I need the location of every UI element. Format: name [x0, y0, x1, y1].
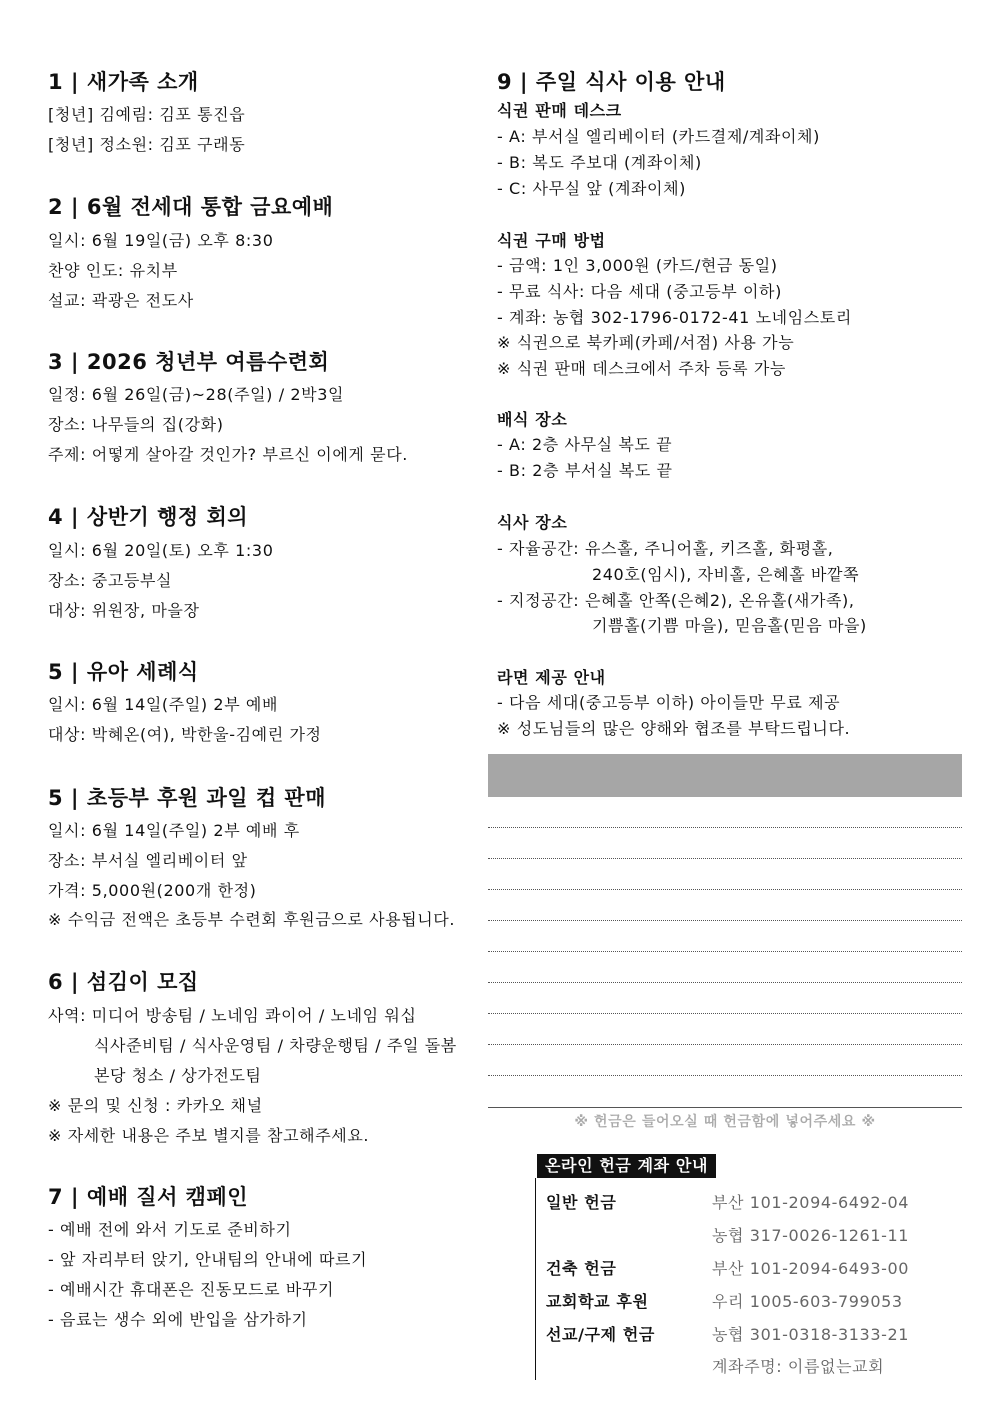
- group-line: - C: 사무실 앞 (계좌이체): [497, 179, 687, 198]
- account-number: 농협 301-0318-3133-21: [712, 1325, 910, 1344]
- memo-line: [488, 1044, 962, 1045]
- section-line: ※ 문의 및 신청 : 카카오 채널: [48, 1096, 263, 1115]
- account-label: 선교/구제 헌금: [546, 1325, 655, 1344]
- section-line: [청년] 김예림: 김포 통진읍: [48, 105, 246, 124]
- group-heading: 식권 구매 방법: [497, 231, 606, 250]
- section-line: 주제: 어떻게 살아갈 것인가? 부르신 이에게 묻다.: [48, 445, 408, 464]
- section-line: - 앞 자리부터 앉기, 안내팀의 안내에 따르기: [48, 1250, 368, 1269]
- section-title: 7 | 예배 질서 캠페인: [48, 1185, 249, 1209]
- group-line: ※ 식권 판매 데스크에서 주차 등록 가능: [497, 359, 786, 378]
- account-label: 일반 헌금: [546, 1193, 617, 1212]
- group-heading: 식사 장소: [497, 513, 568, 532]
- account-holder: 계좌주명: 이름없는교회: [712, 1357, 885, 1376]
- section-line: ※ 수익금 전액은 초등부 수련회 후원금으로 사용됩니다.: [48, 910, 456, 929]
- section-line: 일시: 6월 14일(주일) 2부 예배 후: [48, 821, 300, 840]
- memo-line: [488, 920, 962, 921]
- account-number: 부산 101-2094-6493-00: [712, 1259, 910, 1278]
- memo-line: [488, 827, 962, 828]
- group-line: - 무료 식사: 다음 세대 (중고등부 이하): [497, 282, 782, 301]
- section-line: 설교: 곽광은 전도사: [48, 291, 194, 310]
- section-line: - 예배시간 휴대폰은 진동모드로 바꾸기: [48, 1280, 335, 1299]
- section-line: 식사준비팀 / 식사운영팀 / 차량운행팀 / 주일 돌봄: [94, 1036, 457, 1055]
- group-line: - 계좌: 농협 302-1796-0172-41 노네임스토리: [497, 308, 852, 327]
- section-title: 3 | 2026 청년부 여름수련회: [48, 350, 330, 374]
- section-title: 5 | 초등부 후원 과일 컵 판매: [48, 786, 327, 810]
- section-line: 찬양 인도: 유치부: [48, 261, 178, 280]
- section-title: 2 | 6월 전세대 통합 금요예배: [48, 195, 334, 219]
- account-number: 우리 1005-603-799053: [712, 1292, 903, 1311]
- group-line: - A: 부서실 엘리베이터 (카드결제/계좌이체): [497, 127, 820, 146]
- group-line: 240호(임시), 자비홀, 은혜홀 바깥쪽: [592, 565, 860, 584]
- memo-header-bar: [488, 754, 962, 797]
- section-line: ※ 자세한 내용은 주보 별지를 참고해주세요.: [48, 1126, 370, 1145]
- group-line: - 금액: 1인 3,000원 (카드/현금 동일): [497, 256, 778, 275]
- group-line: ※ 식권으로 북카페(카페/서점) 사용 가능: [497, 333, 795, 352]
- section-line: 본당 청소 / 상가전도팀: [94, 1066, 262, 1085]
- section-line: 대상: 위원장, 마을장: [48, 601, 200, 620]
- group-line: ※ 성도님들의 많은 양해와 협조를 부탁드립니다.: [497, 719, 851, 738]
- section-line: 일시: 6월 14일(주일) 2부 예배: [48, 695, 279, 714]
- memo-line: [488, 858, 962, 859]
- section-line: 일시: 6월 19일(금) 오후 8:30: [48, 231, 274, 250]
- account-label: 교회학교 후원: [546, 1292, 649, 1311]
- section-line: 사역: 미디어 방송팀 / 노네임 콰이어 / 노네임 워십: [48, 1006, 417, 1025]
- account-number: 부산 101-2094-6492-04: [712, 1193, 910, 1212]
- memo-line: [488, 889, 962, 890]
- memo-line: [488, 1075, 962, 1076]
- section-title: 4 | 상반기 행정 회의: [48, 505, 249, 529]
- section-line: 장소: 중고등부실: [48, 571, 173, 590]
- section-line: 일시: 6월 20일(토) 오후 1:30: [48, 541, 274, 560]
- group-line: - 자율공간: 유스홀, 주니어홀, 키즈홀, 화평홀,: [497, 539, 834, 558]
- memo-line: [488, 951, 962, 952]
- group-line: - B: 복도 주보대 (계좌이체): [497, 153, 702, 172]
- memo-bottom-rule: [488, 1107, 962, 1108]
- group-heading: 라면 제공 안내: [497, 668, 606, 687]
- section-title: 5 | 유아 세례식: [48, 660, 199, 684]
- section-line: 대상: 박혜온(여), 박한울-김예린 가정: [48, 725, 322, 744]
- meal-section-title: 9 | 주일 식사 이용 안내: [497, 70, 726, 94]
- section-title: 1 | 새가족 소개: [48, 70, 199, 94]
- online-offering-title: 온라인 헌금 계좌 안내: [537, 1154, 716, 1178]
- group-line: - 다음 세대(중고등부 이하) 아이들만 무료 제공: [497, 693, 841, 712]
- section-title: 6 | 섬김이 모집: [48, 970, 199, 994]
- group-heading: 식권 판매 데스크: [497, 101, 622, 120]
- group-line: - A: 2층 사무실 복도 끝: [497, 435, 673, 454]
- group-line: - 지정공간: 은혜홀 안쪽(은혜2), 온유홀(새가족),: [497, 591, 855, 610]
- memo-line: [488, 982, 962, 983]
- group-heading: 배식 장소: [497, 410, 568, 429]
- section-line: - 음료는 생수 외에 반입을 삼가하기: [48, 1310, 308, 1329]
- group-line: - B: 2층 부서실 복도 끝: [497, 461, 673, 480]
- memo-line: [488, 1013, 962, 1014]
- online-offering-rule: [535, 1178, 536, 1380]
- account-number: 농협 317-0026-1261-11: [712, 1226, 910, 1245]
- section-line: 가격: 5,000원(200개 한정): [48, 881, 257, 900]
- section-line: - 예배 전에 와서 기도로 준비하기: [48, 1220, 292, 1239]
- section-line: 일정: 6월 26일(금)~28(주일) / 2박3일: [48, 385, 345, 404]
- offering-note: ※ 헌금은 들어오실 때 헌금함에 넣어주세요 ※: [574, 1114, 876, 1130]
- group-line: 기쁨홀(기쁨 마을), 믿음홀(믿음 마을): [592, 616, 867, 635]
- section-line: 장소: 나무들의 집(강화): [48, 415, 224, 434]
- section-line: 장소: 부서실 엘리베이터 앞: [48, 851, 248, 870]
- account-label: 건축 헌금: [546, 1259, 617, 1278]
- section-line: [청년] 정소원: 김포 구래동: [48, 135, 246, 154]
